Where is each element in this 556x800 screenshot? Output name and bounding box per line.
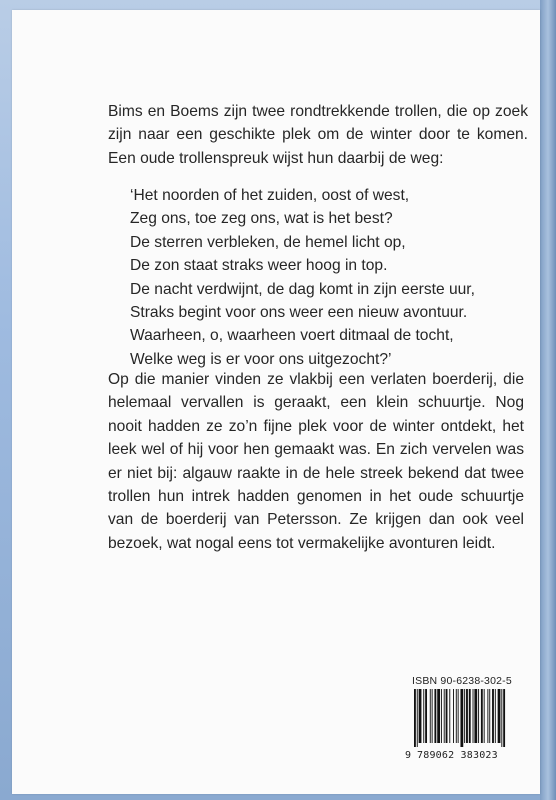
poem-line: De sterren verbleken, de hemel licht op, <box>130 233 406 251</box>
intro-paragraph <box>108 100 528 170</box>
barcode-bar <box>446 689 448 743</box>
barcode-bar <box>453 689 454 743</box>
poem-line: De zon staat straks weer hoog in top. <box>130 257 388 275</box>
barcode-bar <box>434 689 436 743</box>
poem-line: De nacht verdwijnt, de dag komt in zijn eerste uur, <box>130 280 475 298</box>
barcode-bar <box>481 689 483 743</box>
barcode-bar <box>478 689 479 743</box>
barcode-bar <box>473 689 474 743</box>
barcode-bar <box>474 689 477 743</box>
poem-line: Zeg ons, toe zeg ons, wat is het best? <box>130 210 393 228</box>
barcode-bar <box>466 689 468 743</box>
poem-line: ‘Het noorden of het zuiden, oost of west, <box>130 187 410 204</box>
barcode-digits: 789062 383023 <box>417 750 498 761</box>
barcode-bar <box>441 689 442 743</box>
barcode-bar <box>495 689 496 743</box>
barcode-bar <box>432 689 433 743</box>
barcode-bar <box>444 689 445 743</box>
intro-text: Bims en Boems zijn twee rondtrekkende trollen, die op zoek zijn naar een geschikte plek om de winter door te komen. Een oude trollenspreuk wijst hun daarbij de weg: <box>108 103 528 167</box>
barcode-bar <box>417 689 418 747</box>
barcode-bar <box>503 689 505 747</box>
poem-line: Straks begint voor ons weer een nieuw avontuur. <box>130 304 468 322</box>
barcode-bar <box>464 689 465 743</box>
barcode-bar <box>492 689 494 743</box>
barcode-bar <box>487 689 488 743</box>
barcode-bar <box>437 689 440 743</box>
barcode-bar <box>498 689 501 743</box>
barcode-bar <box>484 689 485 743</box>
isbn-label: ISBN 90-6238-302-5 <box>412 675 512 687</box>
barcode-icon <box>414 689 506 747</box>
barcode-bar <box>425 689 427 743</box>
barcode-bar <box>489 689 490 743</box>
barcode-bar <box>430 689 431 743</box>
poem-line: Welke weg is er voor ons uitgezocht?’ <box>130 350 392 368</box>
poem-line: Waarheen, o, waarheen voert ditmaal de tocht, <box>130 327 454 345</box>
poem <box>130 184 510 371</box>
barcode-bar <box>419 689 422 743</box>
barcode-bar <box>449 689 450 743</box>
barcode-bar <box>460 689 463 747</box>
barcode-bar <box>456 689 457 743</box>
barcode-first-digit: 9 <box>405 750 412 761</box>
body-paragraph <box>108 368 524 555</box>
barcode-bar <box>501 689 502 747</box>
barcode-bar <box>458 689 459 743</box>
body-text: Op die manier vinden ze vlakbij een verlaten boerderij, die helemaal vervallen is geraakt, een klein schuurtje. Nog nooit hadden ze zo’n fijne plek voor de winter ontdekt, het leek wel of hij voor hen gemaakt was. En zich vervelen was er niet bij: algauw raakte in de hele streek bekend dat twee trollen hun intrek hadden genomen in het oude schuurtje van de boerderij van Petersson. Ze krijgen dan ook veel bezoek, wat nogal eens tot vermakelijke avonturen leidt. <box>108 371 524 552</box>
barcode-bar <box>469 689 471 743</box>
barcode-bar <box>423 689 424 743</box>
cover-edge <box>540 0 556 800</box>
barcode-bar <box>414 689 416 747</box>
